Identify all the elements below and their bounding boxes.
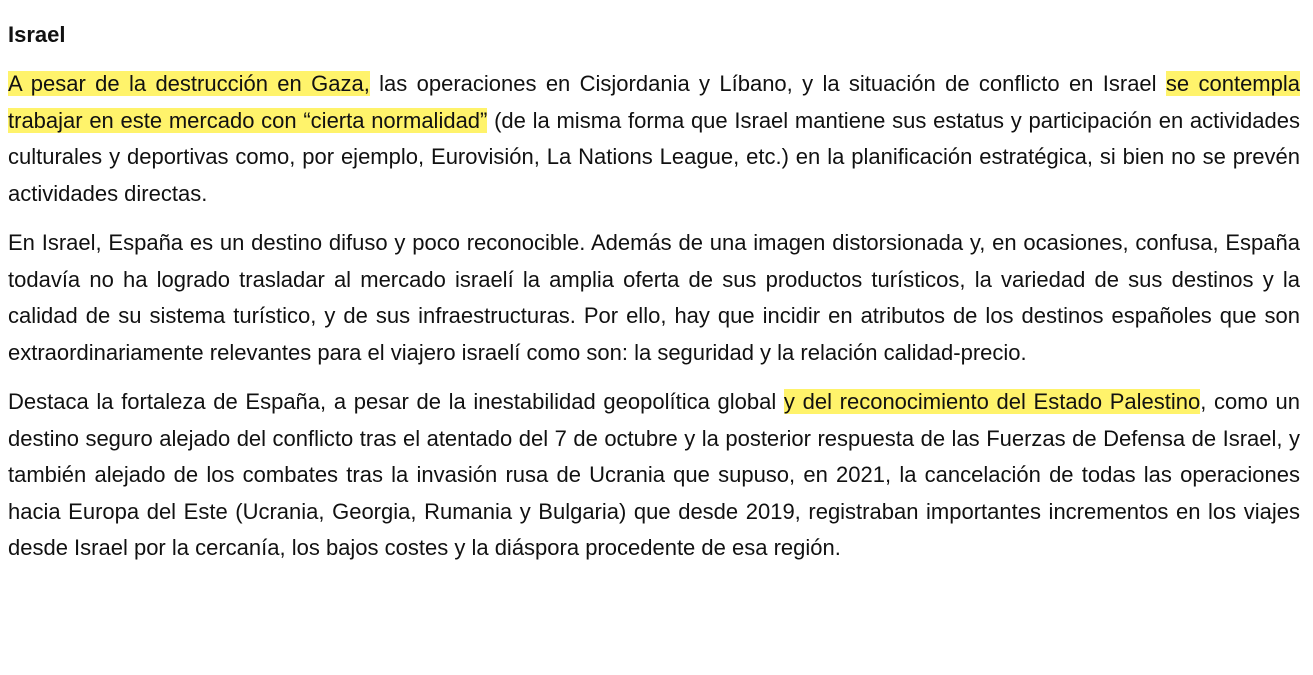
paragraph-text: las operaciones en Cisjordania y Líbano, y la situación de conflicto en Israel bbox=[369, 71, 1166, 96]
paragraph-text: En Israel, España es un destino difuso y poco reconocible. Además de una imagen distorsionada y, en ocasiones, confusa, España todavía no ha logrado trasladar al mercado israelí la amplia oferta de sus productos turísticos, la variedad de sus destinos y la calidad de su sistema turístico, y de sus infraestructuras. Por ello, hay que incidir en atributos de los destinos españoles que son extraordinariamente relevantes para el viajero israelí como son: la seguridad y la relación calidad-precio. bbox=[8, 230, 1300, 365]
paragraph-2 bbox=[8, 225, 1300, 371]
paragraph-text: , como un destino seguro alejado del conflicto tras el atentado del 7 de octubre y la posterior respuesta de las Fuerzas de Defensa de Israel, y también alejado de los combates tras la invasión rusa de Ucrania que supuso, en 2021, la cancelación de todas las operaciones hacia Europa del Este (Ucrania, Georgia, Rumania y Bulgaria) que desde 2019, registraban importantes incrementos en los viajes desde Israel por la cercanía, los bajos costes y la diáspora procedente de esa región. bbox=[8, 389, 1300, 560]
paragraph-text: (de la misma forma que Israel mantiene sus estatus y participación en actividades culturales y deportivas como, por ejemplo, Eurovisión, La Nations League, etc.) en la planificación estratégica, si bien no se prevén actividades directas. bbox=[8, 107, 1300, 206]
highlighted-text: A pesar de la destrucción en Gaza, bbox=[8, 71, 370, 96]
paragraph-1 bbox=[8, 66, 1300, 212]
paragraph-3 bbox=[8, 384, 1300, 567]
section-heading: Israel bbox=[8, 22, 66, 47]
highlighted-text: se contempla trabajar en este mercado con “cierta normalidad” bbox=[8, 71, 1300, 133]
highlighted-text: y del reconocimiento del Estado Palestino bbox=[783, 389, 1201, 414]
paragraph-text: Destaca la fortaleza de España, a pesar de la inestabilidad geopolítica global bbox=[8, 389, 784, 414]
